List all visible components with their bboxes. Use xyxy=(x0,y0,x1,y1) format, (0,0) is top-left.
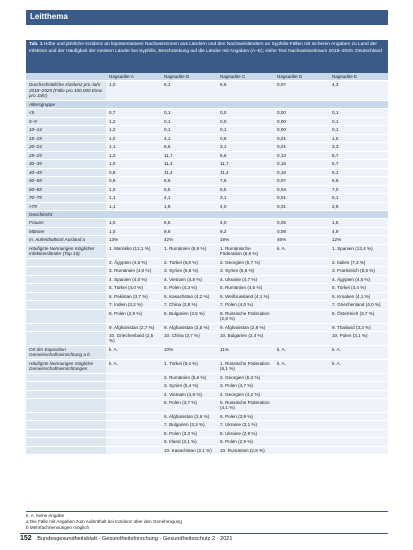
table-cell: 13% xyxy=(106,236,161,245)
table-row xyxy=(26,219,388,228)
row-label-cell xyxy=(26,412,106,421)
table-cell: 8. Russische Föderation (2,8 %) xyxy=(217,309,274,323)
table-cell xyxy=(274,332,329,346)
row-label-cell xyxy=(26,301,106,310)
table-cell: 4. Ägypten (4,5 %) xyxy=(329,275,388,284)
table-cell: 1. Rumänische Föderation (6,6 %) xyxy=(217,244,274,258)
table-cell: 0,00 xyxy=(274,126,329,135)
table-group-label: Geschlecht xyxy=(26,211,388,219)
table-cell: 7,6 xyxy=(217,177,274,186)
table-cell: 4. Vietnam (4,8 %) xyxy=(161,390,217,399)
table-caption xyxy=(26,40,388,73)
row-label-cell xyxy=(26,429,106,438)
table-cell: 9. Polen (2,9 %) xyxy=(217,438,274,447)
table-cell: 0,8 xyxy=(217,134,274,143)
table-cell xyxy=(106,412,161,421)
table-row xyxy=(26,267,388,276)
table-cell xyxy=(106,390,161,399)
table-cell: 0,07 xyxy=(274,81,329,100)
table-cell: 1,0 xyxy=(106,134,161,143)
table-cell xyxy=(329,438,388,447)
table-cell: 0,16 xyxy=(274,168,329,177)
table-cell: 6. Kroatien (4,1 %) xyxy=(329,292,388,301)
table-cell: k. A. xyxy=(274,244,329,258)
row-label-cell xyxy=(26,332,106,346)
table-cell: 5. Rumänien (4,5 %) xyxy=(217,284,274,293)
table-cell: 6. Kasachstan (4,2 %) xyxy=(161,292,217,301)
table-row xyxy=(26,390,388,399)
table-cell: 0,8 xyxy=(106,168,161,177)
table-cell: 0,07 xyxy=(274,177,329,186)
row-label-cell: 50–59 xyxy=(26,177,106,186)
table-cell xyxy=(329,382,388,391)
table-cell: 4,1 xyxy=(161,194,217,203)
table-cell: 6,5 xyxy=(161,219,217,228)
table-row xyxy=(26,345,388,359)
table-cell: 1. Rumänien (6,9 %) xyxy=(161,244,217,258)
table-cell: 9. Thailand (3,3 %) xyxy=(329,323,388,332)
table-cell: 5. Polen (3,7 %) xyxy=(161,399,217,413)
table-cell: 4. Ukraine (4,7 %) xyxy=(217,275,274,284)
row-label-cell xyxy=(26,399,106,413)
table-cell xyxy=(106,399,161,413)
table-cell: 0,00 xyxy=(274,109,329,118)
table-cell: 0,1 xyxy=(329,117,388,126)
table-cell: 9. Afghanistan (2,8 %) xyxy=(217,323,274,332)
footer-divider xyxy=(20,533,388,534)
table-header-cell: Nagsadite A xyxy=(106,73,161,81)
table-row xyxy=(26,194,388,203)
caption-label: Tab. 1 xyxy=(29,42,43,47)
table-cell: 3. Rumänien (4,0 %) xyxy=(106,267,161,276)
table-row xyxy=(26,236,388,245)
table-cell: 7. Ukraine (3,1 %) xyxy=(217,421,274,430)
table-cell: 0,1 xyxy=(217,126,274,135)
table-row xyxy=(26,399,388,413)
table-cell: 6,6 xyxy=(217,151,274,160)
table-cell: 10. Griechenland (2,5 %) xyxy=(106,332,161,346)
table-cell: 2. Ägypten (4,5 %) xyxy=(106,258,161,267)
table-cell: 11% xyxy=(217,345,274,359)
table-cell: 10% xyxy=(161,345,217,359)
table-cell: 8. Bulgarien (3,5 %) xyxy=(161,309,217,323)
table-cell xyxy=(274,421,329,430)
row-label-cell xyxy=(26,421,106,430)
table-cell: 6. Afghanistan (3,6 %) xyxy=(161,412,217,421)
table-cell: 0,05 xyxy=(274,219,329,228)
table-cell: 1,0 xyxy=(106,219,161,228)
table-row xyxy=(26,134,388,143)
row-label-cell: 20–24 xyxy=(26,143,106,152)
table-cell: 1,9 xyxy=(161,202,217,211)
table-cell: 3,1 xyxy=(217,143,274,152)
table-cell: 1,5 xyxy=(329,134,388,143)
page-footer xyxy=(20,535,233,542)
table-cell: 6. Pakistan (3,7 %) xyxy=(106,292,161,301)
table-cell: 9,2 xyxy=(217,227,274,236)
table-row xyxy=(26,309,388,323)
table-cell: 11,7 xyxy=(217,160,274,169)
table-row xyxy=(26,126,388,135)
row-label-cell: 25–29 xyxy=(26,151,106,160)
table-row xyxy=(26,284,388,293)
table-cell: k. A. xyxy=(329,359,388,373)
table-cell: 5. Russische Föderation (4,1 %) xyxy=(217,399,274,413)
table-cell: 8. Polen (2,9 %) xyxy=(106,309,161,323)
table-cell: 2. Georgien (5,7 %) xyxy=(217,258,274,267)
table-cell: 7. Griechenland (4,0 %) xyxy=(329,301,388,310)
table-cell: 12% xyxy=(329,236,388,245)
table-cell: 6,5 xyxy=(161,185,217,194)
table-cell: 10. Polen (3,1 %) xyxy=(329,332,388,346)
footnote: k. A. keine Angabe xyxy=(26,513,65,518)
row-label-cell: 30–39 xyxy=(26,160,106,169)
row-label-cell: Durchschnittliche Inzidenz pro Jahr 2018–2020 (Fälle pro 100.000 Einw. pro Jahr) xyxy=(26,81,106,100)
table-body xyxy=(26,81,388,455)
row-label-cell xyxy=(26,258,106,267)
table-cell: 5. Türkei (4,4 %) xyxy=(329,284,388,293)
table-cell: 0,9 xyxy=(106,177,161,186)
table-cell: 3. Syrien (5,4 %) xyxy=(161,382,217,391)
table-cell xyxy=(274,309,329,323)
table-row xyxy=(26,258,388,267)
table-cell xyxy=(274,258,329,267)
table-cell: k. A. xyxy=(274,345,329,359)
table-row xyxy=(26,244,388,258)
table-cell: 0,04 xyxy=(274,185,329,194)
row-label-cell xyxy=(26,390,106,399)
row-label-cell: m. Aufenthaltsort Ausland a xyxy=(26,236,106,245)
table-header-cell: Nagsadite C xyxy=(217,73,274,81)
table-row xyxy=(26,301,388,310)
table-cell: 4,0 xyxy=(217,219,274,228)
row-label-cell: Häufigste Nennungen möglicher Infektionsländer (Top 10) xyxy=(26,244,106,258)
table-cell: 4. Spanien (4,0 %) xyxy=(106,275,161,284)
table-cell: 11,4 xyxy=(161,168,217,177)
table-cell: 9. Irland (3,1 %) xyxy=(161,438,217,447)
row-label-cell: Männer xyxy=(26,227,106,236)
table-cell: 6,8 xyxy=(329,177,388,186)
row-label-cell: 10–14 xyxy=(26,126,106,135)
row-label-cell xyxy=(26,309,106,323)
table-cell: 0,13 xyxy=(274,151,329,160)
table-cell: 9. Afghanistan (2,7 %) xyxy=(106,323,161,332)
row-label-cell: 15–19 xyxy=(26,134,106,143)
table-cell xyxy=(106,438,161,447)
table-cell: 2. Türkei (6,8 %) xyxy=(161,258,217,267)
table-row xyxy=(26,429,388,438)
table-cell: 8,1 xyxy=(161,81,217,100)
table-cell: 1,2 xyxy=(106,126,161,135)
table-cell xyxy=(274,301,329,310)
row-label-cell xyxy=(26,323,106,332)
table-row xyxy=(26,160,388,169)
table-cell: 0,1 xyxy=(161,126,217,135)
row-label-cell: <5 xyxy=(26,109,106,118)
table-cell xyxy=(274,323,329,332)
table-cell xyxy=(329,412,388,421)
table-cell: 3. Frankreich (5,5 %) xyxy=(329,267,388,276)
row-label-cell: 5–9 xyxy=(26,117,106,126)
table-header-row xyxy=(26,73,388,81)
table-cell: 0,1 xyxy=(329,126,388,135)
footnote: b Mehrfachnennungen möglich xyxy=(26,525,90,530)
table-row xyxy=(26,359,388,373)
row-label-cell xyxy=(26,292,106,301)
page-number: 152 xyxy=(20,535,32,542)
table-cell: 1,2 xyxy=(106,117,161,126)
table-row xyxy=(26,227,388,236)
table-cell xyxy=(274,373,329,382)
table-cell: 0,01 xyxy=(274,143,329,152)
table-row xyxy=(26,292,388,301)
table-cell: 0,00 xyxy=(274,117,329,126)
row-label-cell: Frauen xyxy=(26,219,106,228)
row-label-cell: 70–79 xyxy=(26,194,106,203)
table-cell: 1,3 xyxy=(106,151,161,160)
table-cell xyxy=(274,267,329,276)
table-cell: 1,0 xyxy=(106,81,161,100)
table-cell: 0,0 xyxy=(217,117,274,126)
table-cell: 7. Bulgarien (3,3 %) xyxy=(161,421,217,430)
table-row xyxy=(26,438,388,447)
table-cell: 0,09 xyxy=(274,227,329,236)
table-cell xyxy=(106,446,161,455)
table-cell xyxy=(329,373,388,382)
table-cell: 1,1 xyxy=(106,194,161,203)
table-cell xyxy=(274,438,329,447)
table-header-cell: Nagsadite B xyxy=(161,73,217,81)
table-cell: 1. Türkei (8,4 %) xyxy=(161,359,217,373)
table-row xyxy=(26,275,388,284)
table-row xyxy=(26,168,388,177)
table-cell: 5,5 xyxy=(217,185,274,194)
table-cell: 4,1 xyxy=(161,134,217,143)
table-cell: 1,5 xyxy=(329,219,388,228)
table-cell xyxy=(274,284,329,293)
table-cell: 4,3 xyxy=(329,81,388,100)
section-tab-bar xyxy=(26,10,388,25)
row-label-cell xyxy=(26,275,106,284)
table-cell: 1. Russische Föderation (6,1 %) xyxy=(217,359,274,373)
table-cell xyxy=(106,421,161,430)
table-cell: 7. Indien (3,2 %) xyxy=(106,301,161,310)
table-cell xyxy=(274,390,329,399)
table-cell: 7. Polen (4,0 %) xyxy=(217,301,274,310)
table-cell: 4. Georgien (4,2 %) xyxy=(217,390,274,399)
table-cell: 0,1 xyxy=(161,109,217,118)
table-cell: 0,7 xyxy=(106,109,161,118)
table-cell: 8. Polen (3,3 %) xyxy=(161,429,217,438)
row-label-cell: >79 xyxy=(26,202,106,211)
footnote: a Die Fälle mit Angaben zum Aufenthalt bei Inzidenz über den Genehmigung xyxy=(26,519,182,524)
row-label-cell: Häufigste Nennungen mögliche Gemeinschaftseinrichtungen xyxy=(26,359,106,373)
row-label-cell xyxy=(26,438,106,447)
table-row xyxy=(26,177,388,186)
table-cell xyxy=(274,412,329,421)
table-cell: 10. Bulgarien (2,4 %) xyxy=(217,332,274,346)
table-cell: 0,1 xyxy=(329,109,388,118)
table-cell: 0,16 xyxy=(274,160,329,169)
table-cell: 0,01 xyxy=(274,202,329,211)
footnotes xyxy=(26,511,388,531)
table-cell: 9. Afghanistan (3,5 %) xyxy=(161,323,217,332)
table-cell: 0,01 xyxy=(274,134,329,143)
table-cell: 42% xyxy=(161,236,217,245)
table-cell: 5,1 xyxy=(329,194,388,203)
table-cell xyxy=(329,429,388,438)
row-label-cell xyxy=(26,267,106,276)
table-cell xyxy=(274,292,329,301)
table-cell: 4,9 xyxy=(329,227,388,236)
table-cell: 7. China (3,8 %) xyxy=(161,301,217,310)
table-cell: k. A. xyxy=(274,359,329,373)
data-table xyxy=(26,73,388,455)
table-cell: 2. Italien (7,3 %) xyxy=(329,258,388,267)
table-cell xyxy=(329,421,388,430)
table-cell xyxy=(274,275,329,284)
table-cell: 4,0 xyxy=(217,202,274,211)
table-cell: 2. Georgien (5,3 %) xyxy=(217,373,274,382)
table-cell: 1,0 xyxy=(106,160,161,169)
table-cell: 2. Rumänien (6,6 %) xyxy=(161,373,217,382)
table-cell: 6. Polen (3,9 %) xyxy=(217,412,274,421)
table-row xyxy=(26,373,388,382)
table-cell: 11,4 xyxy=(161,160,217,169)
table-row xyxy=(26,151,388,160)
table-cell xyxy=(274,446,329,455)
table-cell xyxy=(274,399,329,413)
table-cell: 1,1 xyxy=(106,143,161,152)
table-cell xyxy=(329,399,388,413)
table-header-cell: Nagsadite D xyxy=(274,73,329,81)
table-cell: 3. Polen (4,7 %) xyxy=(217,382,274,391)
table-cell: k. A. xyxy=(329,345,388,359)
table-cell: 6. Weißrussland (4,1 %) xyxy=(217,292,274,301)
table-cell: 6,6 xyxy=(217,81,274,100)
table-cell: 3. Syrien (5,6 %) xyxy=(217,267,274,276)
table-row xyxy=(26,143,388,152)
table-cell: 7,0 xyxy=(329,185,388,194)
table-cell: 1,0 xyxy=(106,185,161,194)
row-label-cell: 40–49 xyxy=(26,168,106,177)
row-label-cell xyxy=(26,373,106,382)
table-cell: 11,7 xyxy=(161,151,217,160)
journal-title: Bundesgesundheitsblatt - Gesundheitsforschung - Gesundheitsschutz 2 · 2021 xyxy=(37,536,233,542)
table-cell xyxy=(106,373,161,382)
table-cell: 8,6 xyxy=(161,177,217,186)
caption-text: Höhe und jährliche Inzidenz an lepräsentativen Nachweiszonen aus Ländern und den Nachweisländern an Syphilis-Fällen mit sicheren Angaben zu Land der Infektion und der Häufigkeit der meisten Länder bei Syphilis, Beschränkung auf die Länder mit Angaben (A–E); siehe Text Nachweiszeitraum 2018–2020, Deutschland xyxy=(29,42,382,55)
table-row xyxy=(26,421,388,430)
table-row xyxy=(26,323,388,332)
table-cell xyxy=(329,446,388,455)
table-row xyxy=(26,202,388,211)
table-cell: 10. China (2,7 %) xyxy=(161,332,217,346)
table-cell: 46% xyxy=(274,236,329,245)
table-cell xyxy=(106,382,161,391)
table-cell: 1,0 xyxy=(106,227,161,236)
table-row xyxy=(26,117,388,126)
table-cell: 10. Kasachstan (2,1 %) xyxy=(161,446,217,455)
table-cell: 5,1 xyxy=(329,168,388,177)
table-cell: 0,0 xyxy=(217,109,274,118)
table-cell: 5,7 xyxy=(329,151,388,160)
table-cell: 1,1 xyxy=(106,202,161,211)
table-cell: 8. Ukraine (2,9 %) xyxy=(217,429,274,438)
table-cell xyxy=(274,382,329,391)
table-cell: k. A. xyxy=(106,345,161,359)
table-cell: 5. Polen (4,3 %) xyxy=(161,284,217,293)
table-header-cell: Nagsadite E xyxy=(329,73,388,81)
row-label-cell xyxy=(26,284,106,293)
table-cell: 3,1 xyxy=(217,194,274,203)
table-cell xyxy=(329,390,388,399)
table-row xyxy=(26,81,388,100)
table-group-row xyxy=(26,100,388,108)
table-cell: 2,9 xyxy=(329,202,388,211)
table-row xyxy=(26,109,388,118)
table-cell: 3,3 xyxy=(329,143,388,152)
table-row xyxy=(26,382,388,391)
table-cell xyxy=(274,429,329,438)
table-header-cell xyxy=(26,73,106,81)
row-label-cell xyxy=(26,446,106,455)
table-cell xyxy=(106,429,161,438)
table-cell: 19% xyxy=(217,236,274,245)
table-group-label: Altersgruppe xyxy=(26,100,388,108)
row-label-cell xyxy=(26,382,106,391)
table-cell: 5,7 xyxy=(329,160,388,169)
table-cell: 1. Spanien (13,4 %) xyxy=(329,244,388,258)
table-cell: 0,01 xyxy=(274,194,329,203)
table-group-row xyxy=(26,211,388,219)
table-cell: 3. Syrien (6,6 %) xyxy=(161,267,217,276)
table-cell: 8,6 xyxy=(161,143,217,152)
table-cell: 0,1 xyxy=(161,117,217,126)
table-cell: 11,4 xyxy=(217,168,274,177)
table-cell: 1. Marokko (12,1 %) xyxy=(106,244,161,258)
row-label-cell: Ort der Exposition Gemeinschaftseinrichtung a b xyxy=(26,345,106,359)
table-row xyxy=(26,412,388,421)
table-cell: 5. Türkei (4,0 %) xyxy=(106,284,161,293)
table-row xyxy=(26,185,388,194)
table-cell: 10. Rumänien (2,8 %) xyxy=(217,446,274,455)
table-cell: 8. Österreich (3,7 %) xyxy=(329,309,388,323)
table-cell: k. A. xyxy=(106,359,161,373)
table-cell: 4. Vietnam (4,8 %) xyxy=(161,275,217,284)
section-tab-label: Leitthema xyxy=(30,12,68,21)
row-label-cell: 60–69 xyxy=(26,185,106,194)
table-row xyxy=(26,446,388,455)
table-row xyxy=(26,332,388,346)
table-cell: 9,6 xyxy=(161,227,217,236)
